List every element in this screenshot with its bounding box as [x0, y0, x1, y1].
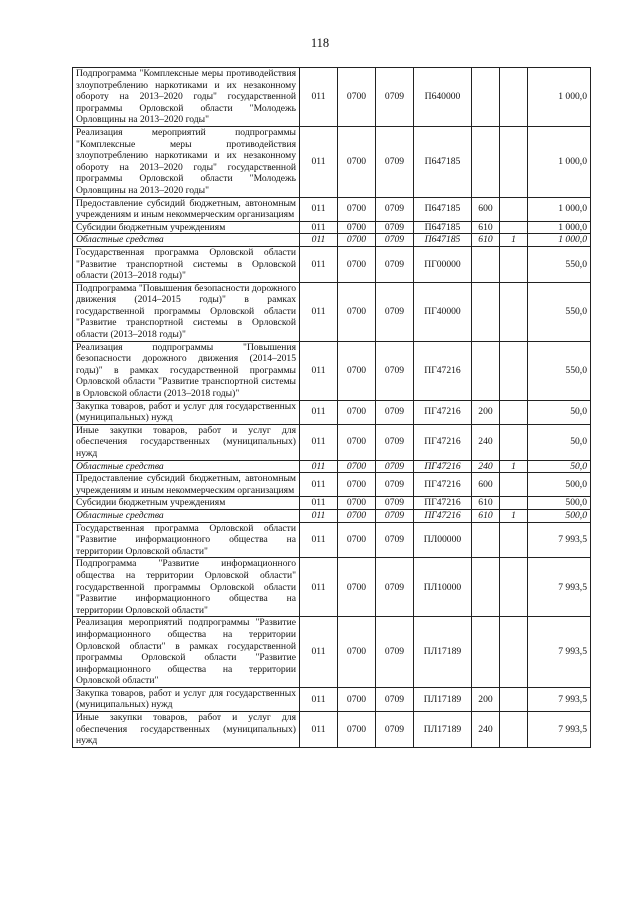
row-target-article-cell: П647185: [414, 221, 472, 234]
row-section-cell: 0700: [338, 460, 376, 473]
row-amount-cell: 550,0: [528, 341, 591, 400]
row-target-article-cell: ПГ47216: [414, 400, 472, 424]
row-expense-type-cell: 610: [472, 221, 500, 234]
row-grbs-cell: 011: [300, 68, 338, 127]
row-subsection-cell: 0709: [376, 687, 414, 711]
row-target-article-cell: ПГ47216: [414, 509, 472, 522]
row-subsection-cell: 0709: [376, 221, 414, 234]
table-row: [73, 234, 591, 247]
row-amount-cell: 1 000,0: [528, 68, 591, 127]
row-name-cell: Закупка товаров, работ и услуг для государственных (муниципальных) нужд: [73, 687, 300, 711]
row-funding-source-cell: 1: [500, 234, 528, 247]
row-funding-source-cell: 1: [500, 509, 528, 522]
row-grbs-cell: 011: [300, 473, 338, 497]
row-funding-source-cell: [500, 687, 528, 711]
row-grbs-cell: 011: [300, 558, 338, 617]
row-name-cell: Иные закупки товаров, работ и услуг для обеспечения государственных (муниципальных) нужд: [73, 424, 300, 460]
row-target-article-cell: ПГ00000: [414, 246, 472, 282]
row-amount-cell: 50,0: [528, 424, 591, 460]
row-expense-type-cell: 610: [472, 234, 500, 247]
row-expense-type-cell: [472, 341, 500, 400]
row-subsection-cell: 0709: [376, 460, 414, 473]
row-subsection-cell: 0709: [376, 197, 414, 221]
row-expense-type-cell: [472, 126, 500, 197]
table-row: [73, 424, 591, 460]
row-subsection-cell: 0709: [376, 509, 414, 522]
row-grbs-cell: 011: [300, 234, 338, 247]
row-funding-source-cell: [500, 341, 528, 400]
row-target-article-cell: П640000: [414, 68, 472, 127]
row-name-cell: Реализация подпрограммы "Повышения безопасности дорожного движения (2014–2015 годы)" в рамках государственной программы Орловской области "Развитие транспортной системы в Орловской области (2013–2018 годы)": [73, 341, 300, 400]
row-amount-cell: 7 993,5: [528, 617, 591, 688]
row-expense-type-cell: 610: [472, 497, 500, 510]
row-grbs-cell: 011: [300, 221, 338, 234]
row-grbs-cell: 011: [300, 522, 338, 558]
row-section-cell: 0700: [338, 234, 376, 247]
row-amount-cell: 1 000,0: [528, 234, 591, 247]
table-row: [73, 617, 591, 688]
row-funding-source-cell: [500, 712, 528, 748]
row-subsection-cell: 0709: [376, 282, 414, 341]
row-amount-cell: 50,0: [528, 400, 591, 424]
row-name-cell: Иные закупки товаров, работ и услуг для обеспечения государственных (муниципальных) нужд: [73, 712, 300, 748]
row-subsection-cell: 0709: [376, 712, 414, 748]
row-grbs-cell: 011: [300, 424, 338, 460]
table-row: [73, 126, 591, 197]
row-amount-cell: 50,0: [528, 460, 591, 473]
row-expense-type-cell: [472, 282, 500, 341]
row-expense-type-cell: 240: [472, 712, 500, 748]
row-target-article-cell: П647185: [414, 234, 472, 247]
row-expense-type-cell: 610: [472, 509, 500, 522]
table-row: [73, 282, 591, 341]
row-section-cell: 0700: [338, 197, 376, 221]
row-target-article-cell: П647185: [414, 197, 472, 221]
row-funding-source-cell: [500, 424, 528, 460]
row-subsection-cell: 0709: [376, 234, 414, 247]
table-row: [73, 246, 591, 282]
row-grbs-cell: 011: [300, 712, 338, 748]
row-name-cell: Субсидии бюджетным учреждениям: [73, 221, 300, 234]
row-funding-source-cell: 1: [500, 460, 528, 473]
row-section-cell: 0700: [338, 509, 376, 522]
row-subsection-cell: 0709: [376, 68, 414, 127]
row-subsection-cell: 0709: [376, 246, 414, 282]
row-expense-type-cell: 240: [472, 424, 500, 460]
row-grbs-cell: 011: [300, 341, 338, 400]
row-funding-source-cell: [500, 221, 528, 234]
row-funding-source-cell: [500, 246, 528, 282]
row-expense-type-cell: 600: [472, 473, 500, 497]
row-amount-cell: 7 993,5: [528, 687, 591, 711]
row-section-cell: 0700: [338, 558, 376, 617]
row-expense-type-cell: 600: [472, 197, 500, 221]
row-target-article-cell: П647185: [414, 126, 472, 197]
row-name-cell: Реализация мероприятий подпрограммы "Комплексные меры противодействия злоупотреблению наркотиками и их незаконному обороту на 2013–2020 годы" государственной программы Орловской области "Молодежь Орловщины на 2013–2020 годы": [73, 126, 300, 197]
row-section-cell: 0700: [338, 126, 376, 197]
budget-table: [72, 67, 591, 748]
row-amount-cell: 550,0: [528, 246, 591, 282]
row-section-cell: 0700: [338, 497, 376, 510]
row-grbs-cell: 011: [300, 282, 338, 341]
row-amount-cell: 7 993,5: [528, 558, 591, 617]
row-target-article-cell: ПГ47216: [414, 497, 472, 510]
row-name-cell: Областные средства: [73, 460, 300, 473]
row-target-article-cell: ПГ47216: [414, 473, 472, 497]
row-funding-source-cell: [500, 68, 528, 127]
row-funding-source-cell: [500, 558, 528, 617]
row-subsection-cell: 0709: [376, 126, 414, 197]
row-amount-cell: 550,0: [528, 282, 591, 341]
row-funding-source-cell: [500, 617, 528, 688]
row-target-article-cell: ПГ40000: [414, 282, 472, 341]
table-row: [73, 712, 591, 748]
row-grbs-cell: 011: [300, 400, 338, 424]
table-row: [73, 558, 591, 617]
row-name-cell: Государственная программа Орловской области "Развитие транспортной системы в Орловской области (2013–2018 годы)": [73, 246, 300, 282]
row-section-cell: 0700: [338, 617, 376, 688]
row-grbs-cell: 011: [300, 460, 338, 473]
row-name-cell: Закупка товаров, работ и услуг для государственных (муниципальных) нужд: [73, 400, 300, 424]
row-section-cell: 0700: [338, 712, 376, 748]
row-section-cell: 0700: [338, 424, 376, 460]
page-number: 118: [310, 36, 330, 50]
row-expense-type-cell: [472, 246, 500, 282]
row-target-article-cell: ПЛ17189: [414, 617, 472, 688]
row-subsection-cell: 0709: [376, 473, 414, 497]
row-grbs-cell: 011: [300, 687, 338, 711]
row-target-article-cell: ПГ47216: [414, 460, 472, 473]
row-amount-cell: 500,0: [528, 509, 591, 522]
row-section-cell: 0700: [338, 68, 376, 127]
row-funding-source-cell: [500, 126, 528, 197]
row-subsection-cell: 0709: [376, 497, 414, 510]
row-name-cell: Подпрограмма "Комплексные меры противодействия злоупотреблению наркотиками и их незаконному обороту на 2013–2020 годы" государственной программы Орловской области "Молодежь Орловщины на 2013–2020 годы": [73, 68, 300, 127]
row-grbs-cell: 011: [300, 509, 338, 522]
row-amount-cell: 1 000,0: [528, 126, 591, 197]
row-target-article-cell: ПГ47216: [414, 341, 472, 400]
row-name-cell: Областные средства: [73, 509, 300, 522]
row-name-cell: Субсидии бюджетным учреждениям: [73, 497, 300, 510]
table-row: [73, 460, 591, 473]
row-section-cell: 0700: [338, 522, 376, 558]
row-name-cell: Подпрограмма "Повышения безопасности дорожного движения (2014–2015 годы)" в рамках государственной программы Орловской области "Развитие транспортной системы в Орловской области (2013–2018 годы)": [73, 282, 300, 341]
table-row: [73, 197, 591, 221]
row-section-cell: 0700: [338, 282, 376, 341]
row-section-cell: 0700: [338, 341, 376, 400]
table-row: [73, 221, 591, 234]
row-target-article-cell: ПЛ17189: [414, 687, 472, 711]
row-expense-type-cell: 200: [472, 400, 500, 424]
row-expense-type-cell: [472, 617, 500, 688]
row-funding-source-cell: [500, 497, 528, 510]
row-target-article-cell: ПЛ17189: [414, 712, 472, 748]
row-subsection-cell: 0709: [376, 400, 414, 424]
row-funding-source-cell: [500, 522, 528, 558]
row-target-article-cell: ПЛ00000: [414, 522, 472, 558]
row-funding-source-cell: [500, 400, 528, 424]
row-name-cell: Реализация мероприятий подпрограммы "Развитие информационного общества на территории Орловской области" в рамках государственной программы Орловской области "Развитие информационного общества на территории Орловской области": [73, 617, 300, 688]
row-subsection-cell: 0709: [376, 424, 414, 460]
row-amount-cell: 1 000,0: [528, 197, 591, 221]
row-grbs-cell: 011: [300, 126, 338, 197]
row-name-cell: Предоставление субсидий бюджетным, автономным учреждениям и иным некоммерческим организациям: [73, 473, 300, 497]
row-funding-source-cell: [500, 473, 528, 497]
row-grbs-cell: 011: [300, 197, 338, 221]
row-target-article-cell: ПГ47216: [414, 424, 472, 460]
row-target-article-cell: ПЛ10000: [414, 558, 472, 617]
row-section-cell: 0700: [338, 400, 376, 424]
row-amount-cell: 1 000,0: [528, 221, 591, 234]
row-section-cell: 0700: [338, 221, 376, 234]
row-name-cell: Областные средства: [73, 234, 300, 247]
row-grbs-cell: 011: [300, 617, 338, 688]
row-expense-type-cell: 240: [472, 460, 500, 473]
row-subsection-cell: 0709: [376, 341, 414, 400]
row-section-cell: 0700: [338, 246, 376, 282]
table-row: [73, 497, 591, 510]
row-subsection-cell: 0709: [376, 522, 414, 558]
table-row: [73, 509, 591, 522]
row-funding-source-cell: [500, 197, 528, 221]
row-grbs-cell: 011: [300, 497, 338, 510]
row-amount-cell: 500,0: [528, 497, 591, 510]
row-grbs-cell: 011: [300, 246, 338, 282]
row-name-cell: Подпрограмма "Развитие информационного общества на территории Орловской области" государственной программы Орловской области "Развитие информационного общества на территории Орловской области": [73, 558, 300, 617]
row-amount-cell: 7 993,5: [528, 712, 591, 748]
row-funding-source-cell: [500, 282, 528, 341]
row-subsection-cell: 0709: [376, 617, 414, 688]
table-row: [73, 473, 591, 497]
row-amount-cell: 7 993,5: [528, 522, 591, 558]
table-row: [73, 522, 591, 558]
table-row: [73, 341, 591, 400]
row-expense-type-cell: [472, 68, 500, 127]
row-expense-type-cell: 200: [472, 687, 500, 711]
row-expense-type-cell: [472, 522, 500, 558]
table-row: [73, 68, 591, 127]
row-section-cell: 0700: [338, 687, 376, 711]
row-expense-type-cell: [472, 558, 500, 617]
row-name-cell: Предоставление субсидий бюджетным, автономным учреждениям и иным некоммерческим организациям: [73, 197, 300, 221]
table-row: [73, 687, 591, 711]
row-subsection-cell: 0709: [376, 558, 414, 617]
row-amount-cell: 500,0: [528, 473, 591, 497]
row-name-cell: Государственная программа Орловской области "Развитие информационного общества на территории Орловской области": [73, 522, 300, 558]
row-section-cell: 0700: [338, 473, 376, 497]
table-body: [73, 68, 591, 748]
table-row: [73, 400, 591, 424]
